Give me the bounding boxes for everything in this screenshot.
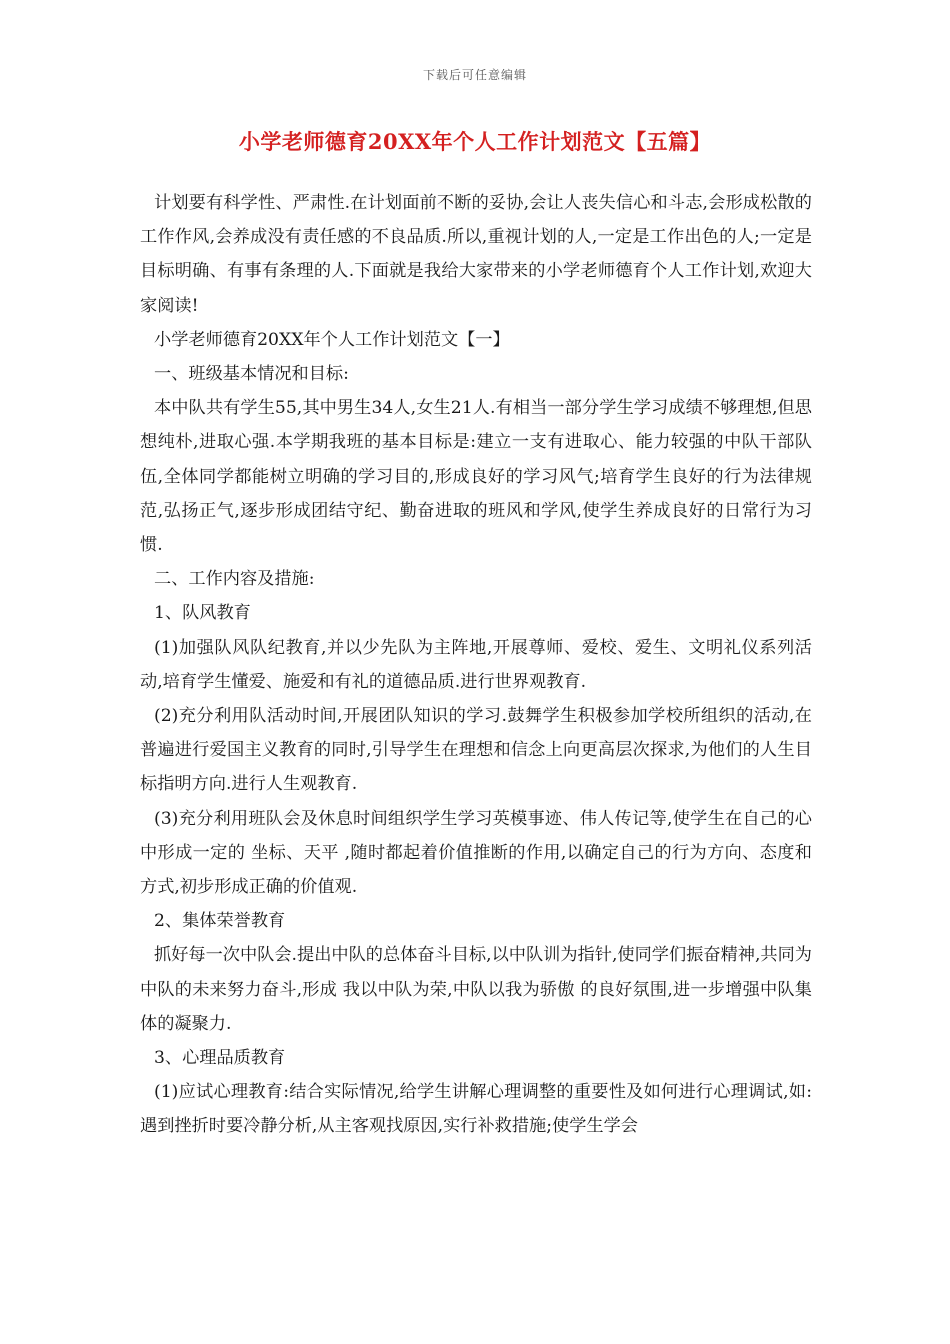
section-heading-one: 小学老师德育20XX年个人工作计划范文【一】 <box>154 329 510 350</box>
collective-honor-paragraph: 抓好每一次中队会.提出中队的总体奋斗目标,以中队训为指针,使同学们振奋精神,共同为中队的未来努力奋斗,形成 我以中队为荣,中队以我为骄傲 的良好氛围,进一步增强中队集体的凝聚力. <box>140 945 812 1034</box>
heading-work-content: 二、工作内容及措施: <box>154 569 315 590</box>
team-spirit-item-1: (1)加强队风队纪教育,并以少先队为主阵地,开展尊师、爱校、爱生、文明礼仪系列活动,培育学生懂爱、施爱和有礼的道德品质.进行世界观教育. <box>140 637 812 692</box>
heading-team-spirit: 1、队风教育 <box>154 603 251 624</box>
team-spirit-item-2: (2)充分利用队活动时间,开展团队知识的学习.鼓舞学生积极参加学校所组织的活动,在普遍进行爱国主义教育的同时,引导学生在理想和信念上向更高层次探求,为他们的人生目标指明方向.进行人生观教育. <box>140 706 812 795</box>
document-body <box>140 186 812 1144</box>
intro-paragraph: 计划要有科学性、严肃性.在计划面前不断的妥协,会让人丧失信心和斗志,会形成松散的工作作风,会养成没有责任感的不良品质.所以,重视计划的人,一定是工作出色的人;一定是目标明确、有事有条理的人.下面就是我给大家带来的小学老师德育个人工作计划,欢迎大家阅读! <box>140 193 812 316</box>
class-situation-paragraph: 本中队共有学生55,其中男生34人,女生21人.有相当一部分学生学习成绩不够理想,但思想纯朴,进取心强.本学期我班的基本目标是:建立一支有进取心、能力较强的中队干部队伍,全体同学都能树立明确的学习目的,形成良好的学习风气;培育学生良好的行为法律规范,弘扬正气,逐步形成团结守纪、勤奋进取的班风和学风,使学生养成良好的日常行为习惯. <box>140 398 812 556</box>
heading-collective-honor: 2、集体荣誉教育 <box>154 911 286 932</box>
heading-class-situation: 一、班级基本情况和目标: <box>154 364 349 385</box>
team-spirit-item-3: (3)充分利用班队会及休息时间组织学生学习英模事迹、伟人传记等,使学生在自己的心中形成一定的 坐标、天平 ,随时都起着价值推断的作用,以确定自己的行为方向、态度和方式,初步形成正确的价值观. <box>140 808 812 898</box>
page-header-note: 下载后可任意编辑 <box>422 68 527 82</box>
heading-psychology: 3、心理品质教育 <box>154 1048 286 1069</box>
psychology-item-1: (1)应试心理教育:结合实际情况,给学生讲解心理调整的重要性及如何进行心理调试,如:遇到挫折时要冷静分析,从主客观找原因,实行补救措施;使学生学会 <box>140 1082 812 1137</box>
document-title: 小学老师德育20XX年个人工作计划范文【五篇】 <box>238 129 712 154</box>
